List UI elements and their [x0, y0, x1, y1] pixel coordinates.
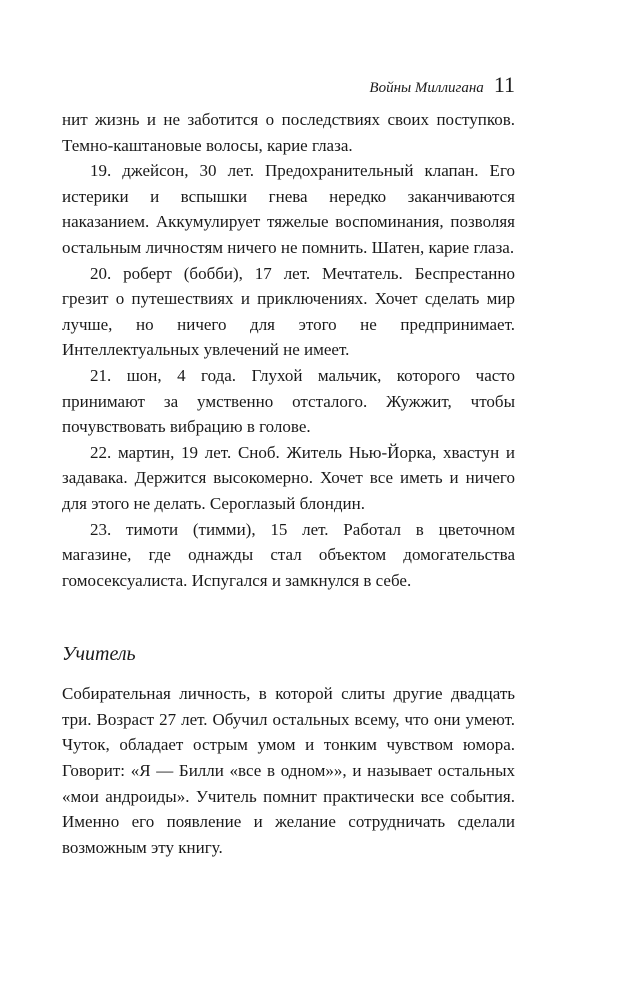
paragraph-martin: 22. мартин, 19 лет. Сноб. Житель Нью-Йорка, хвастун и задавака. Держится высокомерно. Хочет все иметь и ничего для этого не делать. Сероглазый блондин.: [62, 442, 515, 513]
page-number: 11: [493, 72, 515, 97]
body-text: [62, 107, 515, 860]
paragraph-continuation: нит жизнь и не заботится о последствиях своих поступков. Темно-каштановые волосы, карие глаза.: [62, 110, 515, 155]
paragraph-robert: 20. роберт (бобби), 17 лет. Мечтатель. Беспрестанно грезит о путешествиях и приключениях. Хочет сделать мир лучше, но ничего для этого не предпринимает. Интеллектуальных увлечений не имеет.: [62, 263, 515, 360]
running-header: [369, 72, 515, 98]
section-title: Учитель: [62, 643, 136, 666]
paragraph-timothy: 23. тимоти (тимми), 15 лет. Работал в цветочном магазине, где однажды стал объектом домогательства гомосексуалиста. Испугался и замкнулся в себе.: [62, 519, 515, 590]
paragraph-sean: 21. шон, 4 года. Глухой мальчик, которого часто принимают за умственно отсталого. Жужжит, чтобы почувствовать вибрацию в голове.: [62, 365, 515, 437]
paragraph-jason: 19. джейсон, 30 лет. Предохранительный клапан. Его истерики и вспышки гнева нередко заканчиваются наказанием. Аккумулирует тяжелые воспоминания, позволяя остальным личностям ничего не помнить. Шатен, карие глаза.: [62, 161, 515, 257]
section-paragraph: Собирательная личность, в которой слиты другие двадцать три. Возраст 27 лет. Обучил остальных всему, что они умеют. Чуток, обладает острым умом и тонким чувством юмора. Говорит: «Я — Билли «все в одном»», и называет остальных «мои андроиды». Учитель помнит практически все события. Именно его появление и желание сотрудничать сделали возможным эту книгу.: [62, 684, 515, 857]
running-title: Войны Миллигана: [369, 80, 484, 96]
book-page: [62, 0, 515, 1000]
